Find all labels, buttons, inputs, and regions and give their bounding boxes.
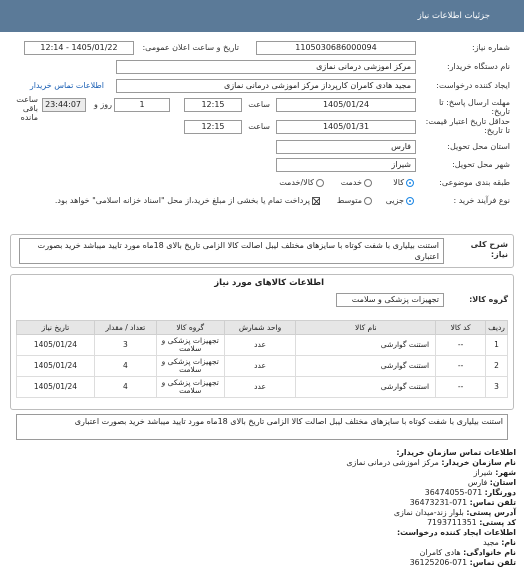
cell-date: 1405/01/24 — [17, 335, 95, 356]
validity-date-field[interactable]: 1405/01/31 — [276, 120, 416, 134]
goods-group-label: گروه کالا: — [469, 295, 508, 304]
payment-option[interactable]: پرداخت تمام یا بخشی از مبلغ خرید،از محل "اسناد خزانه اسلامی" خواهد بود. — [55, 196, 320, 205]
creator-phone: تلفن تماس: 071-36125206 — [409, 558, 516, 567]
buyer-org-field[interactable]: مرکز اموزشی درمانی نمازی — [116, 60, 416, 74]
creator-label: ایجاد کننده درخواست: — [436, 81, 510, 90]
validity-time-field[interactable]: 12:15 — [184, 120, 242, 134]
cell-code: -- — [436, 377, 486, 398]
col-name: نام کالا — [296, 321, 436, 335]
description-label: شرح کلی نیاز: — [470, 240, 508, 259]
validity-label: حداقل تاریخ اعتبار قیمت: تا تاریخ: — [425, 117, 510, 135]
cell-row: 3 — [486, 377, 508, 398]
goods-group-field[interactable]: تجهیزات پزشکی و سلامت — [336, 293, 444, 307]
goods-note-field: استنت بیلیاری با شفت کوتاه با سایزهای مختلف لیبل اصالت کالا الزامی تاریخ بالای 18ماه مورد تایید میباشد خرید بصورت اعتباری — [16, 414, 508, 440]
cell-code: -- — [436, 356, 486, 377]
announce-field[interactable]: 1405/01/22 - 12:14 — [24, 41, 134, 55]
countdown-field: 23:44:07 — [42, 98, 86, 112]
creator-last-name: نام خانوادگی: هادی کامران — [419, 548, 516, 557]
table-header-row — [17, 321, 508, 335]
cell-qty: 4 — [94, 356, 156, 377]
contact-province: استان: فارس — [467, 478, 516, 487]
col-row: ردیف — [486, 321, 508, 335]
cell-unit: عدد — [224, 356, 296, 377]
city-field[interactable]: شیراز — [276, 158, 416, 172]
category-goods-option[interactable]: کالا — [393, 178, 414, 187]
contact-postal: کد پستی: 7193711351 — [427, 518, 516, 527]
cell-group: تجهیزات پزشکی و سلامت — [156, 335, 224, 356]
cell-date: 1405/01/24 — [17, 377, 95, 398]
col-date: تاریخ نیاز — [17, 321, 95, 335]
need-number-label: شماره نیاز: — [472, 43, 510, 52]
table-row[interactable] — [17, 335, 508, 356]
remaining-label: ساعت باقی مانده — [16, 95, 38, 122]
buyer-contact-link[interactable]: اطلاعات تماس خریدار — [29, 81, 104, 90]
category-label: طبقه بندی موضوعی: — [439, 178, 510, 187]
cell-date: 1405/01/24 — [17, 356, 95, 377]
cell-row: 2 — [486, 356, 508, 377]
buyer-org-label: نام دستگاه خریدار: — [447, 62, 510, 71]
col-group: گروه کالا — [156, 321, 224, 335]
reply-deadline-label: مهلت ارسال پاسخ: تا تاریخ: — [438, 98, 510, 116]
contact-phone: تلفن تماس: 071-36473231 — [409, 498, 516, 507]
day-label: روز و — [94, 100, 112, 109]
col-unit: واحد شمارش — [224, 321, 296, 335]
validity-time-label: ساعت — [248, 122, 270, 131]
creator-field[interactable]: مجید هادی کامران کارپرداز مرکز اموزشی درمانی نمازی — [116, 79, 416, 93]
contact-address: آدرس پستی: بلوار زند-میدان نمازی — [393, 508, 516, 517]
reply-time-field[interactable]: 12:15 — [184, 98, 242, 112]
contact-fax: دورنگار: 071-36474055 — [424, 488, 516, 497]
radio-selected-icon — [406, 179, 414, 187]
city-label: شهر محل تحویل: — [452, 160, 510, 169]
table-row[interactable] — [17, 377, 508, 398]
cell-qty: 4 — [94, 377, 156, 398]
cell-row: 1 — [486, 335, 508, 356]
cell-name: استنت گوارشی — [296, 377, 436, 398]
announce-label: تاریخ و ساعت اعلان عمومی: — [142, 43, 239, 52]
radio-icon — [364, 179, 372, 187]
cell-unit: عدد — [224, 335, 296, 356]
contact-title: اطلاعات تماس سازمان خریدار: — [396, 448, 516, 457]
cell-name: استنت گوارشی — [296, 356, 436, 377]
col-code: کد کالا — [436, 321, 486, 335]
cell-group: تجهیزات پزشکی و سلامت — [156, 356, 224, 377]
cell-group: تجهیزات پزشکی و سلامت — [156, 377, 224, 398]
table-row[interactable] — [17, 356, 508, 377]
province-field[interactable]: فارس — [276, 140, 416, 154]
cell-unit: عدد — [224, 377, 296, 398]
category-both-option[interactable]: کالا/خدمت — [279, 178, 324, 187]
col-qty: تعداد / مقدار — [94, 321, 156, 335]
process-medium-option[interactable]: متوسط — [337, 196, 372, 205]
need-number-field[interactable]: 1105030686000094 — [256, 41, 416, 55]
process-label: نوع فرآیند خرید : — [453, 196, 510, 205]
header-bar — [0, 0, 524, 32]
province-label: استان محل تحویل: — [447, 142, 510, 151]
checkbox-checked-icon — [312, 197, 320, 205]
contact-org: نام سازمان خریدار: مرکز اموزشی درمانی نمازی — [346, 458, 516, 467]
day-count-field[interactable]: 1 — [114, 98, 170, 112]
cell-code: -- — [436, 335, 486, 356]
radio-icon — [316, 179, 324, 187]
reply-date-field[interactable]: 1405/01/24 — [276, 98, 416, 112]
goods-section-title: اطلاعات کالاهای مورد نیاز — [214, 278, 324, 288]
category-service-option[interactable]: خدمت — [341, 178, 372, 187]
radio-selected-icon — [406, 197, 414, 205]
reply-time-label: ساعت — [248, 100, 270, 109]
cell-name: استنت گوارشی — [296, 335, 436, 356]
contact-city: شهر: شیراز — [473, 468, 516, 477]
creator-title: اطلاعات ایجاد کننده درخواست: — [396, 528, 516, 537]
cell-qty: 3 — [94, 335, 156, 356]
goods-table — [16, 320, 508, 398]
creator-first-name: نام: مجید — [483, 538, 516, 547]
page-title: جزئیات اطلاعات نیاز — [417, 11, 490, 21]
description-field: استنت بیلیاری با شفت کوتاه با سایزهای مختلف لیبل اصالت کالا الزامی تاریخ بالای 18ماه مورد تایید میباشد خرید بصورت اعتباری — [19, 238, 444, 264]
radio-icon — [364, 197, 372, 205]
process-partial-option[interactable]: جزیی — [386, 196, 414, 205]
